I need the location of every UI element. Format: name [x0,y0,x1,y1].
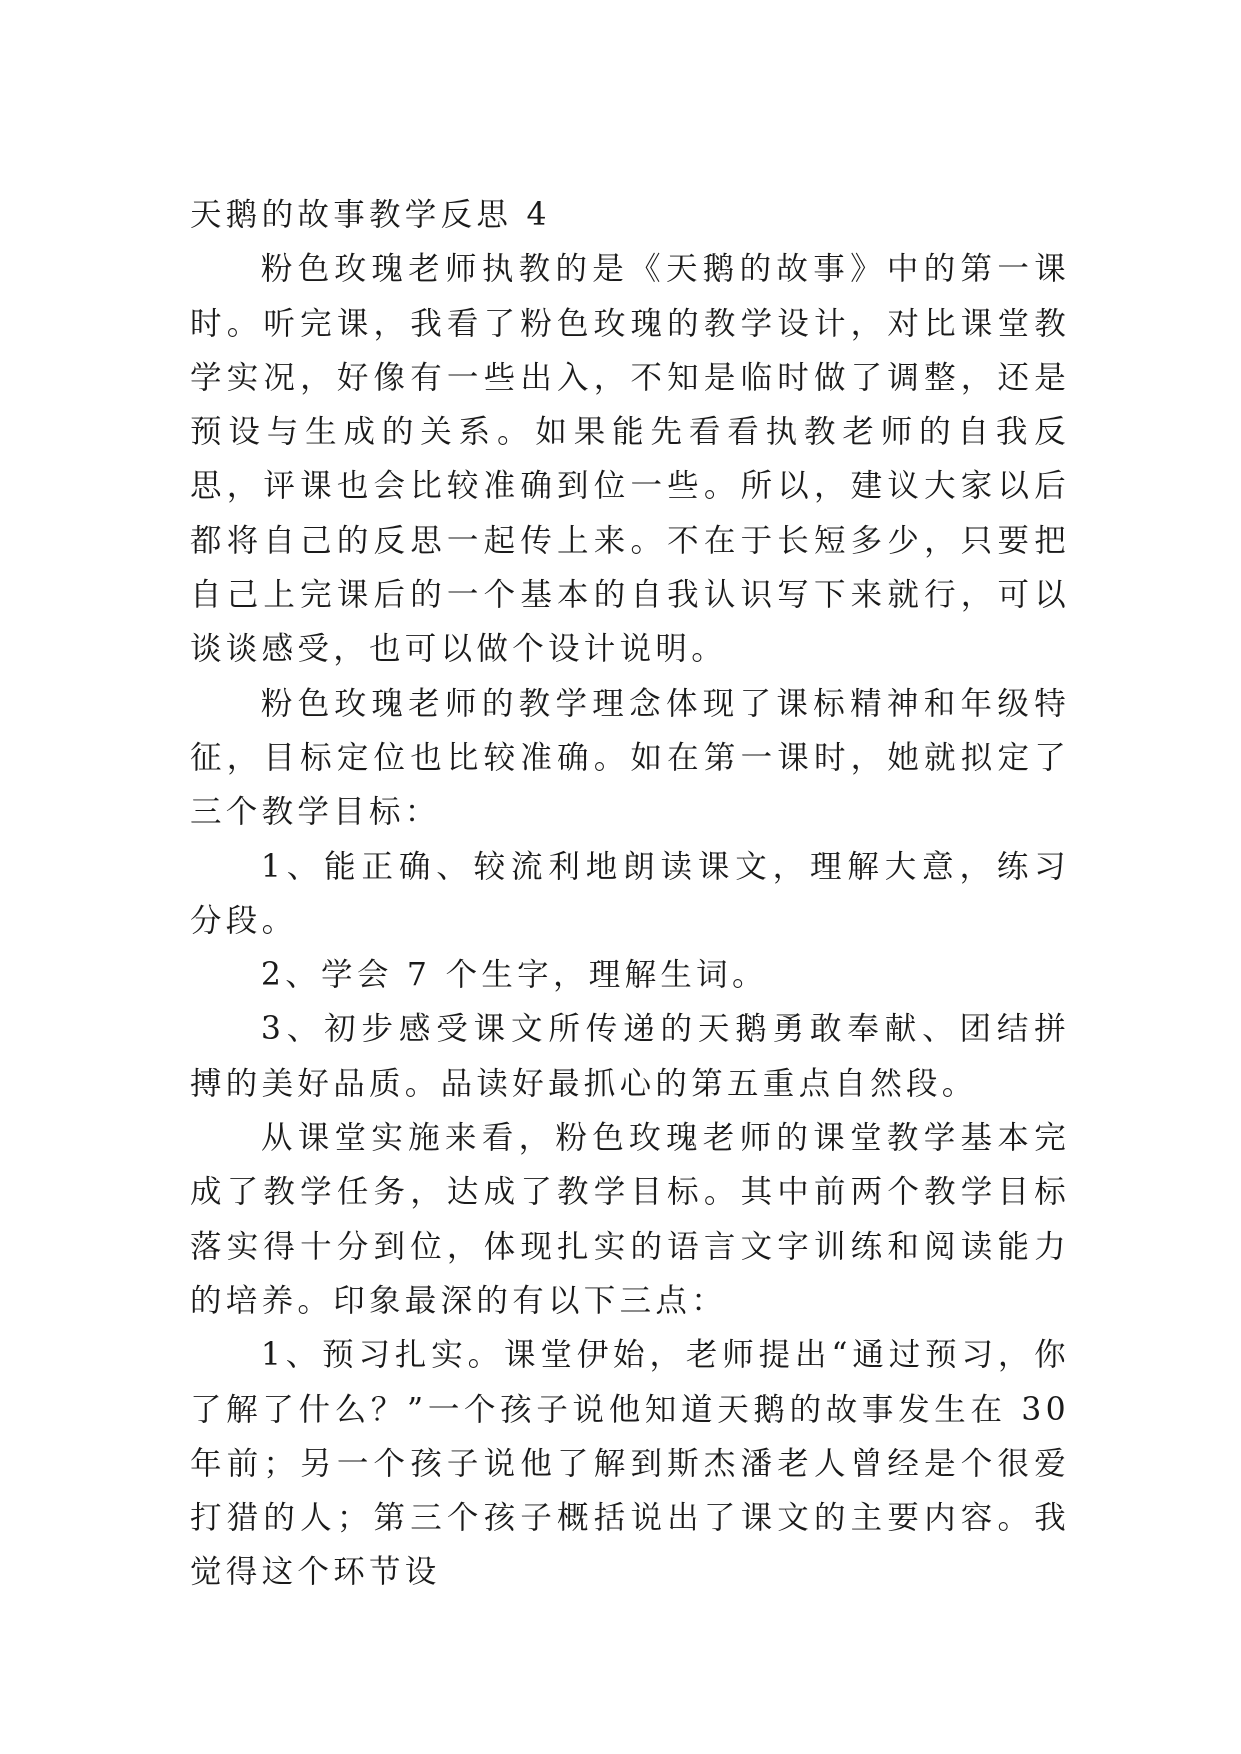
paragraph-goal-1: 1、能正确、较流利地朗读课文，理解大意，练习分段。 [190,848,1070,939]
document-body [190,188,1070,1600]
paragraph-goal-3: 3、初步感受课文所传递的天鹅勇敢奉献、团结拼搏的美好品质。品读好最抓心的第五重点自然段。 [190,1011,1070,1102]
paragraph-point-1: 1、预习扎实。课堂伊始，老师提出“通过预习，你了解了什么？”一个孩子说他知道天鹅的故事发生在 30 年前；另一个孩子说他了解到斯杰潘老人曾经是个很爱打猎的人；第三个孩子概括说出了课文的主要内容。我觉得这个环节设 [190,1337,1070,1591]
paragraph-3: 从课堂实施来看，粉色玫瑰老师的课堂教学基本完成了教学任务，达成了教学目标。其中前两个教学目标落实得十分到位，体现扎实的语言文字训练和阅读能力的培养。印象最深的有以下三点： [190,1120,1070,1319]
document-title: 天鹅的故事教学反思 4 [190,197,551,233]
paragraph-goal-2: 2、学会 7 个生字，理解生词。 [260,957,768,994]
paragraph-2: 粉色玫瑰老师的教学理念体现了课标精神和年级特征，目标定位也比较准确。如在第一课时，她就拟定了三个教学目标： [190,685,1070,831]
paragraph-1: 粉色玫瑰老师执教的是《天鹅的故事》中的第一课时。听完课，我看了粉色玫瑰的教学设计，对比课堂教学实况，好像有一些出入，不知是临时做了调整，还是预设与生成的关系。如果能先看看执教老师的自我反思，评课也会比较准确到位一些。所以，建议大家以后都将自己的反思一起传上来。不在于长短多少，只要把自己上完课后的一个基本的自我认识写下来就行，可以谈谈感受，也可以做个设计说明。 [190,251,1070,668]
